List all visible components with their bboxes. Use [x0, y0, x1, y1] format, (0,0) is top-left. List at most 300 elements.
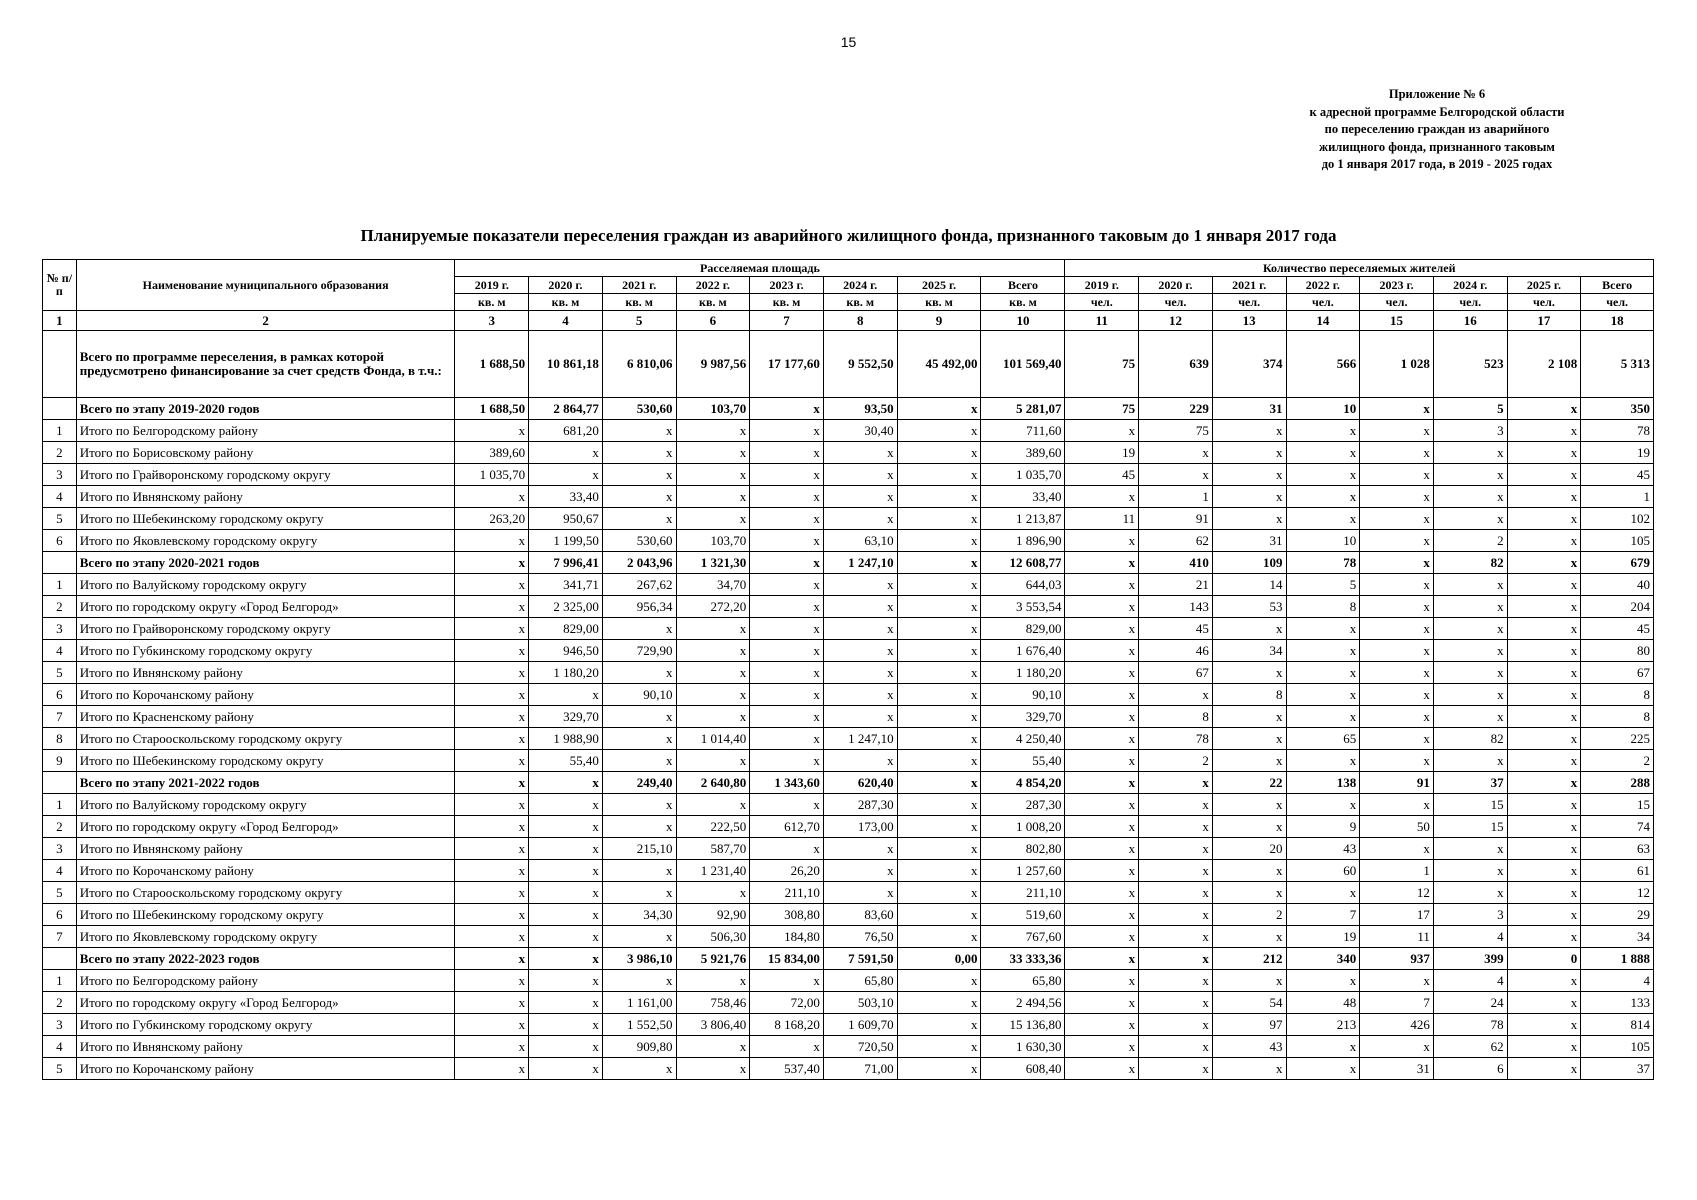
table-row: [43, 596, 1654, 618]
area-value: x: [602, 750, 676, 772]
column-number: 11: [1065, 311, 1139, 331]
area-value: x: [529, 992, 603, 1014]
page-number: 15: [840, 34, 857, 50]
people-value: 37: [1581, 1058, 1654, 1080]
row-number: 4: [43, 640, 77, 662]
area-value: 7 591,50: [823, 948, 897, 970]
area-value: 6 810,06: [602, 331, 676, 398]
area-value: 55,40: [529, 750, 603, 772]
area-value: x: [750, 838, 824, 860]
header-area-group: Расселяемая площадь: [455, 260, 1065, 277]
people-value: x: [1507, 684, 1581, 706]
area-value: 1 896,90: [981, 530, 1065, 552]
area-value: 249,40: [602, 772, 676, 794]
column-number: 9: [897, 311, 981, 331]
people-value: x: [1433, 508, 1507, 530]
area-value: 5 921,76: [676, 948, 750, 970]
row-number: 1: [43, 574, 77, 596]
area-value: x: [750, 464, 824, 486]
people-value: x: [1139, 442, 1213, 464]
area-value: x: [897, 618, 981, 640]
area-value: x: [897, 1014, 981, 1036]
people-value: x: [1212, 750, 1286, 772]
people-value: x: [1286, 684, 1360, 706]
area-value: x: [897, 552, 981, 574]
people-value: x: [1286, 464, 1360, 486]
people-value: x: [1507, 618, 1581, 640]
area-value: x: [750, 1036, 824, 1058]
people-value: 105: [1581, 1036, 1654, 1058]
header-people-group: Количество переселяемых жителей: [1065, 260, 1654, 277]
people-value: x: [1507, 860, 1581, 882]
people-value: 60: [1286, 860, 1360, 882]
area-value: x: [455, 882, 529, 904]
table-row: [43, 706, 1654, 728]
row-number: 1: [43, 794, 77, 816]
area-value: x: [897, 992, 981, 1014]
people-value: x: [1065, 882, 1139, 904]
people-value: x: [1507, 530, 1581, 552]
municipality-name: Всего по этапу 2022-2023 годов: [76, 948, 455, 970]
table-row: [43, 420, 1654, 442]
area-value: 8 168,20: [750, 1014, 824, 1036]
people-value: x: [1507, 904, 1581, 926]
area-value: x: [676, 882, 750, 904]
people-value: 225: [1581, 728, 1654, 750]
row-number: 2: [43, 596, 77, 618]
area-value: 263,20: [455, 508, 529, 530]
municipality-name: Итого по Шебекинскому городскому округу: [76, 508, 455, 530]
people-value: x: [1286, 750, 1360, 772]
total-row: [43, 331, 1654, 398]
people-value: 8: [1581, 684, 1654, 706]
area-value: 829,00: [981, 618, 1065, 640]
people-value: x: [1507, 1014, 1581, 1036]
people-value: x: [1139, 772, 1213, 794]
area-value: 184,80: [750, 926, 824, 948]
header-row-groups: [43, 260, 1654, 277]
people-value: x: [1433, 882, 1507, 904]
area-value: 341,71: [529, 574, 603, 596]
municipality-name: Итого по Шебекинскому городскому округу: [76, 904, 455, 926]
people-value: 61: [1581, 860, 1654, 882]
people-value: x: [1360, 684, 1434, 706]
people-value: x: [1065, 926, 1139, 948]
row-number: 5: [43, 662, 77, 684]
people-value: x: [1360, 970, 1434, 992]
area-value: 329,70: [529, 706, 603, 728]
people-value: x: [1433, 442, 1507, 464]
area-value: 389,60: [455, 442, 529, 464]
area-value: 612,70: [750, 816, 824, 838]
people-value: 288: [1581, 772, 1654, 794]
header-year: 2022 г.: [676, 277, 750, 294]
header-year: 2025 г.: [1507, 277, 1581, 294]
area-value: x: [897, 926, 981, 948]
area-value: x: [455, 816, 529, 838]
total-row: [43, 948, 1654, 970]
people-value: x: [1360, 1036, 1434, 1058]
area-value: x: [897, 662, 981, 684]
people-value: x: [1360, 838, 1434, 860]
area-value: 608,40: [981, 1058, 1065, 1080]
municipality-name: Итого по Грайворонскому городскому округу: [76, 618, 455, 640]
people-value: x: [1507, 926, 1581, 948]
people-value: x: [1139, 992, 1213, 1014]
people-value: x: [1507, 574, 1581, 596]
header-unit: кв. м: [602, 294, 676, 311]
row-number: 5: [43, 1058, 77, 1080]
area-value: 26,20: [750, 860, 824, 882]
people-value: 14: [1212, 574, 1286, 596]
area-value: x: [897, 486, 981, 508]
area-value: x: [676, 706, 750, 728]
people-value: 15: [1581, 794, 1654, 816]
area-value: x: [897, 508, 981, 530]
people-value: 62: [1433, 1036, 1507, 1058]
people-value: x: [1360, 728, 1434, 750]
row-number: [43, 552, 77, 574]
table-row: [43, 530, 1654, 552]
area-value: x: [455, 1058, 529, 1080]
people-value: x: [1139, 816, 1213, 838]
header-unit: кв. м: [823, 294, 897, 311]
people-value: 5 313: [1581, 331, 1654, 398]
table-row: [43, 684, 1654, 706]
people-value: 43: [1286, 838, 1360, 860]
people-value: x: [1507, 772, 1581, 794]
column-number: 8: [823, 311, 897, 331]
people-value: x: [1433, 684, 1507, 706]
area-value: 506,30: [676, 926, 750, 948]
row-number: 7: [43, 706, 77, 728]
people-value: x: [1360, 794, 1434, 816]
municipality-name: Итого по Корочанскому району: [76, 1058, 455, 1080]
people-value: 9: [1286, 816, 1360, 838]
municipality-name: Итого по Губкинскому городскому округу: [76, 640, 455, 662]
people-value: 82: [1433, 552, 1507, 574]
area-value: 92,90: [676, 904, 750, 926]
people-value: x: [1433, 618, 1507, 640]
people-value: x: [1139, 684, 1213, 706]
area-value: 1 552,50: [602, 1014, 676, 1036]
row-number: [43, 772, 77, 794]
people-value: 12: [1581, 882, 1654, 904]
people-value: x: [1212, 860, 1286, 882]
area-value: 758,46: [676, 992, 750, 1014]
total-row: [43, 398, 1654, 420]
people-value: x: [1139, 904, 1213, 926]
row-number: [43, 398, 77, 420]
people-value: 937: [1360, 948, 1434, 970]
people-value: x: [1433, 574, 1507, 596]
column-number: 16: [1433, 311, 1507, 331]
header-row-column-numbers: [43, 311, 1654, 331]
area-value: x: [750, 596, 824, 618]
people-value: x: [1507, 882, 1581, 904]
column-number: 1: [43, 311, 77, 331]
area-value: x: [750, 552, 824, 574]
people-value: x: [1360, 530, 1434, 552]
people-value: 53: [1212, 596, 1286, 618]
area-value: x: [455, 662, 529, 684]
column-number: 6: [676, 311, 750, 331]
people-value: x: [1065, 948, 1139, 970]
row-number: 3: [43, 618, 77, 640]
area-value: 3 553,54: [981, 596, 1065, 618]
column-number: 4: [529, 311, 603, 331]
people-value: x: [1139, 948, 1213, 970]
area-value: x: [676, 486, 750, 508]
area-value: 519,60: [981, 904, 1065, 926]
area-value: 308,80: [750, 904, 824, 926]
area-value: x: [750, 420, 824, 442]
people-value: 67: [1581, 662, 1654, 684]
municipality-name: Итого по Старооскольскому городскому округу: [76, 728, 455, 750]
area-value: x: [897, 860, 981, 882]
people-value: x: [1212, 508, 1286, 530]
table-row: [43, 1014, 1654, 1036]
people-value: 75: [1139, 420, 1213, 442]
area-value: 4 250,40: [981, 728, 1065, 750]
people-value: 566: [1286, 331, 1360, 398]
people-value: 15: [1433, 794, 1507, 816]
people-value: x: [1139, 1014, 1213, 1036]
people-value: x: [1212, 442, 1286, 464]
municipality-name: Итого по Ивнянскому району: [76, 486, 455, 508]
people-value: 19: [1286, 926, 1360, 948]
municipality-name: Итого по Ивнянскому району: [76, 1036, 455, 1058]
municipality-name: Всего по этапу 2021-2022 годов: [76, 772, 455, 794]
people-value: x: [1065, 816, 1139, 838]
area-value: 1 199,50: [529, 530, 603, 552]
header-num: № п/п: [43, 260, 77, 311]
area-value: x: [455, 860, 529, 882]
people-value: 82: [1433, 728, 1507, 750]
people-value: x: [1360, 750, 1434, 772]
people-value: 213: [1286, 1014, 1360, 1036]
people-value: x: [1433, 662, 1507, 684]
people-value: 29: [1581, 904, 1654, 926]
area-value: 287,30: [981, 794, 1065, 816]
column-number: 12: [1139, 311, 1213, 331]
column-number: 14: [1286, 311, 1360, 331]
area-value: 1 161,00: [602, 992, 676, 1014]
municipality-name: Итого по Борисовскому району: [76, 442, 455, 464]
resettlement-table: [42, 259, 1654, 1080]
area-value: x: [750, 486, 824, 508]
municipality-name: Итого по Корочанскому району: [76, 684, 455, 706]
area-value: x: [823, 640, 897, 662]
area-value: x: [676, 442, 750, 464]
row-number: [43, 331, 77, 398]
people-value: 65: [1286, 728, 1360, 750]
area-value: 950,67: [529, 508, 603, 530]
area-value: x: [455, 794, 529, 816]
row-number: 9: [43, 750, 77, 772]
area-value: x: [602, 1058, 676, 1080]
area-value: 2 325,00: [529, 596, 603, 618]
people-value: 78: [1433, 1014, 1507, 1036]
table-row: [43, 904, 1654, 926]
table-row: [43, 464, 1654, 486]
area-value: 4 854,20: [981, 772, 1065, 794]
municipality-name: Итого по городскому округу «Город Белгород»: [76, 596, 455, 618]
area-value: 17 177,60: [750, 331, 824, 398]
area-value: 1 180,20: [529, 662, 603, 684]
people-value: 374: [1212, 331, 1286, 398]
area-value: 1 343,60: [750, 772, 824, 794]
people-value: x: [1507, 486, 1581, 508]
people-value: x: [1065, 1036, 1139, 1058]
area-value: x: [529, 1036, 603, 1058]
area-value: x: [676, 794, 750, 816]
area-value: x: [750, 662, 824, 684]
area-value: 729,90: [602, 640, 676, 662]
area-value: x: [529, 838, 603, 860]
people-value: 4: [1581, 970, 1654, 992]
column-number: 15: [1360, 311, 1434, 331]
area-value: 34,70: [676, 574, 750, 596]
people-value: x: [1139, 860, 1213, 882]
column-number: 13: [1212, 311, 1286, 331]
municipality-name: Итого по городскому округу «Город Белгород»: [76, 992, 455, 1014]
people-value: 74: [1581, 816, 1654, 838]
people-value: 5: [1433, 398, 1507, 420]
people-value: 6: [1433, 1058, 1507, 1080]
area-value: 30,40: [823, 420, 897, 442]
area-value: x: [897, 398, 981, 420]
people-value: 1: [1581, 486, 1654, 508]
row-number: 6: [43, 684, 77, 706]
area-value: 7 996,41: [529, 552, 603, 574]
area-value: x: [529, 970, 603, 992]
people-value: 2 108: [1507, 331, 1581, 398]
people-value: x: [1065, 552, 1139, 574]
area-value: x: [602, 618, 676, 640]
people-value: 37: [1433, 772, 1507, 794]
area-value: 1 676,40: [981, 640, 1065, 662]
area-value: 55,40: [981, 750, 1065, 772]
people-value: x: [1065, 728, 1139, 750]
people-value: 40: [1581, 574, 1654, 596]
header-year: 2025 г.: [897, 277, 981, 294]
area-value: x: [455, 618, 529, 640]
appendix-line: к адресной программе Белгородской области: [1309, 104, 1565, 119]
area-value: 1 247,10: [823, 728, 897, 750]
area-value: x: [897, 464, 981, 486]
header-unit: кв. м: [676, 294, 750, 311]
people-value: 78: [1581, 420, 1654, 442]
total-row: [43, 772, 1654, 794]
area-value: x: [750, 640, 824, 662]
people-value: 80: [1581, 640, 1654, 662]
area-value: x: [602, 420, 676, 442]
people-value: x: [1433, 860, 1507, 882]
area-value: x: [676, 662, 750, 684]
area-value: x: [750, 794, 824, 816]
people-value: 143: [1139, 596, 1213, 618]
people-value: x: [1433, 596, 1507, 618]
area-value: 1 257,60: [981, 860, 1065, 882]
people-value: 2: [1139, 750, 1213, 772]
column-number: 5: [602, 311, 676, 331]
people-value: 105: [1581, 530, 1654, 552]
people-value: x: [1507, 816, 1581, 838]
header-unit: чел.: [1581, 294, 1654, 311]
people-value: x: [1507, 1036, 1581, 1058]
people-value: x: [1065, 574, 1139, 596]
area-value: 956,34: [602, 596, 676, 618]
area-value: x: [455, 420, 529, 442]
area-value: x: [750, 574, 824, 596]
area-value: 720,50: [823, 1036, 897, 1058]
people-value: x: [1139, 970, 1213, 992]
area-value: x: [897, 816, 981, 838]
area-value: 0,00: [897, 948, 981, 970]
area-value: x: [455, 750, 529, 772]
people-value: 1 028: [1360, 331, 1434, 398]
area-value: 76,50: [823, 926, 897, 948]
people-value: 78: [1286, 552, 1360, 574]
area-value: 65,80: [823, 970, 897, 992]
people-value: x: [1360, 552, 1434, 574]
people-value: x: [1507, 728, 1581, 750]
area-value: x: [529, 794, 603, 816]
municipality-name: Итого по Яковлевскому городскому округу: [76, 926, 455, 948]
area-value: x: [455, 596, 529, 618]
header-year: 2020 г.: [529, 277, 603, 294]
row-number: 7: [43, 926, 77, 948]
people-value: x: [1360, 398, 1434, 420]
people-value: 340: [1286, 948, 1360, 970]
people-value: 22: [1212, 772, 1286, 794]
municipality-name: Итого по Шебекинскому городскому округу: [76, 750, 455, 772]
people-value: x: [1065, 992, 1139, 1014]
area-value: x: [750, 442, 824, 464]
header-year: 2019 г.: [455, 277, 529, 294]
table-row: [43, 882, 1654, 904]
header-unit: чел.: [1139, 294, 1213, 311]
header-year: Всего: [1581, 277, 1654, 294]
header-unit: кв. м: [750, 294, 824, 311]
people-value: 75: [1065, 331, 1139, 398]
people-value: x: [1065, 420, 1139, 442]
column-number: 10: [981, 311, 1065, 331]
area-value: 1 247,10: [823, 552, 897, 574]
area-value: x: [529, 860, 603, 882]
people-value: x: [1507, 1058, 1581, 1080]
area-value: 537,40: [750, 1058, 824, 1080]
people-value: 11: [1065, 508, 1139, 530]
area-value: x: [455, 728, 529, 750]
people-value: x: [1212, 882, 1286, 904]
people-value: 3: [1433, 420, 1507, 442]
people-value: 639: [1139, 331, 1213, 398]
people-value: x: [1286, 640, 1360, 662]
area-value: 1 213,87: [981, 508, 1065, 530]
column-number: 17: [1507, 311, 1581, 331]
people-value: x: [1139, 794, 1213, 816]
area-value: x: [750, 728, 824, 750]
people-value: x: [1065, 530, 1139, 552]
area-value: x: [455, 1014, 529, 1036]
appendix-line: по переселению граждан из аварийного: [1324, 122, 1550, 136]
municipality-name: Итого по Красненскому району: [76, 706, 455, 728]
people-value: x: [1360, 420, 1434, 442]
table-row: [43, 970, 1654, 992]
people-value: 138: [1286, 772, 1360, 794]
